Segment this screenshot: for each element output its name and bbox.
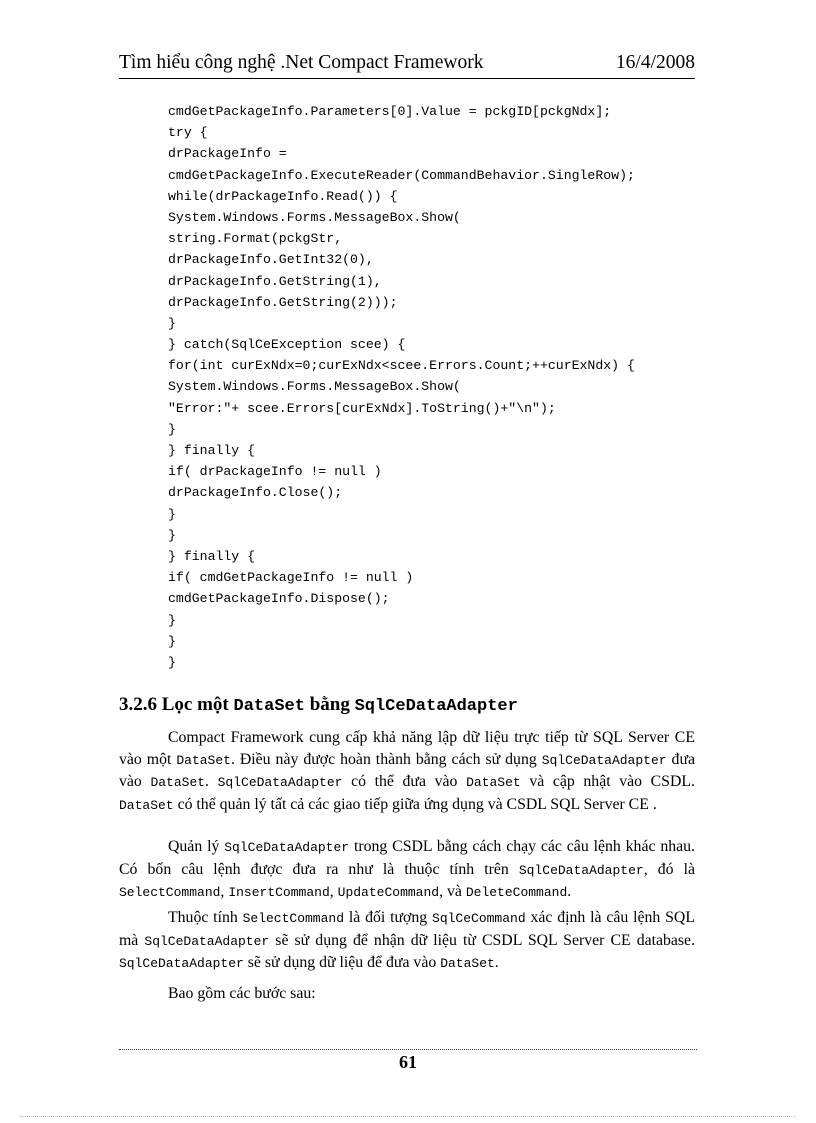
heading-code-adapter: SqlCeDataAdapter — [354, 697, 518, 716]
section-heading — [119, 694, 518, 716]
code-line: } — [168, 527, 176, 543]
heading-text: 3.2.6 Lọc một — [119, 694, 229, 715]
code-line: } — [168, 654, 176, 670]
code-line: } — [168, 506, 176, 522]
code-line: drPackageInfo.GetString(2))); — [168, 294, 398, 310]
code-line: System.Windows.Forms.MessageBox.Show( — [168, 379, 461, 395]
code-line: "Error:"+ scee.Errors[curExNdx].ToString()+"\n"); — [168, 400, 556, 416]
code-block — [168, 101, 708, 673]
code-line: cmdGetPackageInfo.Dispose(); — [168, 591, 390, 607]
heading-code-dataset: DataSet — [233, 697, 305, 716]
code-line: } finally { — [168, 548, 256, 564]
code-line: if( drPackageInfo != null ) — [168, 464, 382, 480]
code-line: drPackageInfo = — [168, 146, 287, 162]
page-number: 61 — [399, 1052, 417, 1072]
code-line: } — [168, 612, 176, 628]
code-line: try { — [168, 125, 208, 141]
header-title: Tìm hiểu công nghệ .Net Compact Framework — [119, 52, 484, 73]
code-line: drPackageInfo.Close(); — [168, 485, 343, 501]
footer-divider — [119, 1049, 697, 1050]
code-line: cmdGetPackageInfo.ExecuteReader(CommandBehavior.SingleRow); — [168, 167, 635, 183]
code-line: while(drPackageInfo.Read()) { — [168, 188, 398, 204]
code-line: } catch(SqlCeException scee) { — [168, 337, 406, 353]
paragraph-3: Thuộc tính SelectCommand là đối tượng SqlCeCommand xác định là câu lệnh SQL mà SqlCeDataAdapter sẽ sử dụng để nhận dữ liệu từ CSDL SQL Server CE database. SqlCeDataAdapter sẽ sử dụng dữ liệu để đưa vào DataSet. — [119, 909, 696, 971]
paragraph-4: Bao gồm các bước sau: — [168, 985, 316, 1002]
code-line: } finally { — [168, 443, 256, 458]
code-line: cmdGetPackageInfo.Parameters[0].Value = pckgID[pckgNdx]; — [168, 104, 612, 119]
paragraph-2: Quản lý SqlCeDataAdapter trong CSDL bằng cách chạy các câu lệnh khác nhau. Có bốn câu lệnh được đưa ra như là thuộc tính trên SqlCeDataAdapter, đó là SelectCommand, InsertCommand, UpdateCommand, và DeleteCommand. — [119, 838, 696, 900]
header-date: 16/4/2008 — [615, 52, 695, 73]
code-line: System.Windows.Forms.MessageBox.Show( — [168, 209, 461, 225]
code-line: if( cmdGetPackageInfo != null ) — [168, 570, 414, 586]
code-line: string.Format(pckgStr, — [168, 231, 343, 247]
page-header — [119, 50, 695, 79]
code-line: drPackageInfo.GetInt32(0), — [168, 252, 374, 268]
code-line: } — [168, 315, 176, 331]
paragraph-1: Compact Framework cung cấp khả năng lập dữ liệu trực tiếp từ SQL Server CE vào một DataSet. Điều này được hoàn thành bằng cách sử dụng SqlCeDataAdapter đưa vào DataSet. SqlCeDataAdapter có thể đưa vào DataSet và cập nhật vào CSDL. DataSet có thể quản lý tất cả các giao tiếp giữa ứng dụng và CSDL SQL Server CE . — [119, 729, 696, 813]
code-line: drPackageInfo.GetString(1), — [168, 273, 382, 289]
heading-text-mid: bằng — [309, 694, 350, 715]
code-line: } — [168, 633, 176, 649]
code-line: for(int curExNdx=0;curExNdx<scee.Errors.Count;++curExNdx) { — [168, 358, 635, 374]
code-line: } — [168, 421, 176, 437]
page-bottom-edge — [20, 1116, 796, 1117]
